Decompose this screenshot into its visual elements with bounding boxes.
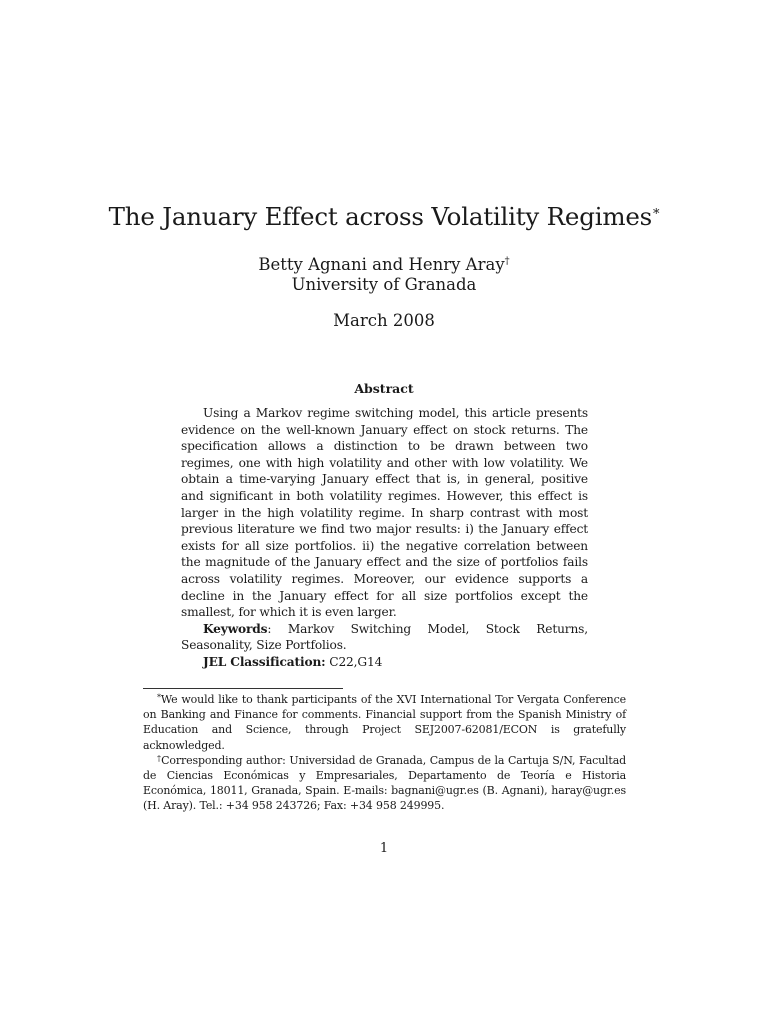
footnote-2-text: Corresponding author: Universidad de Granada, Campus de la Cartuja S/N, Facultad de Ciencias Económicas y Empresariales, Departamento de Teoría e Historia Económica, 18011, Granada, Spain. E-mails: bagnani@ugr.es (B. Agnani), haray@ugr.es (H. Aray). Tel.: +34 958 243726; Fax: +34 958 249995. (143, 753, 626, 813)
author-footnote-mark: † (504, 256, 510, 267)
footnote-acknowledgement (143, 692, 626, 753)
keywords-line (181, 621, 588, 654)
title-text: The January Effect across Volatility Regimes (108, 202, 653, 231)
footnote-2-mark: † (157, 753, 162, 763)
abstract-heading: Abstract (354, 381, 414, 396)
authors-text: Betty Agnani and Henry Aray (258, 255, 505, 274)
paper-title (0, 200, 768, 234)
keywords-text: : Markov Switching Model, Stock Returns, Seasonality, Size Portfolios. (181, 621, 588, 653)
jel-text: C22,G14 (325, 654, 383, 669)
jel-label: JEL Classification: (203, 654, 326, 669)
title-footnote-mark: * (653, 207, 660, 222)
page-number: 1 (379, 841, 389, 856)
footnote-rule (143, 688, 343, 689)
abstract-text: Using a Markov regime switching model, this article presents evidence on the well-known January effect on stock returns. The specification allows a distinction to be drawn between two regimes, one with high volatility and other with low volatility. We obtain a time-varying January effect that is, in general, positive and significant in both volatility regimes. However, this effect is larger in the high volatility regime. In sharp contrast with most previous literature we find two major results: i) the January effect exists for all size portfolios. ii) the negative correlation between the magnitude of the January effect and the size of portfolios fails across volatility regimes. Moreover, our evidence supports a decline in the January effect for all size portfolios except the smallest, for which it is even larger. (181, 406, 588, 620)
footnotes (143, 692, 626, 814)
abstract-body (181, 405, 588, 671)
keywords-label: Keywords (203, 621, 268, 636)
paper-date: March 2008 (333, 311, 435, 330)
jel-line (181, 654, 588, 671)
author-line (0, 254, 768, 276)
footnote-1-mark: * (157, 693, 161, 702)
footnote-corresponding-author (143, 753, 626, 814)
footnote-1-text: We would like to thank participants of the XVI International Tor Vergata Conference on Banking and Finance for comments. Financial support from the Spanish Ministry of Education and Science, through Project SEJ2007-62081/ECON is gratefully acknowledged. (143, 693, 626, 752)
affiliation: University of Granada (291, 275, 477, 294)
